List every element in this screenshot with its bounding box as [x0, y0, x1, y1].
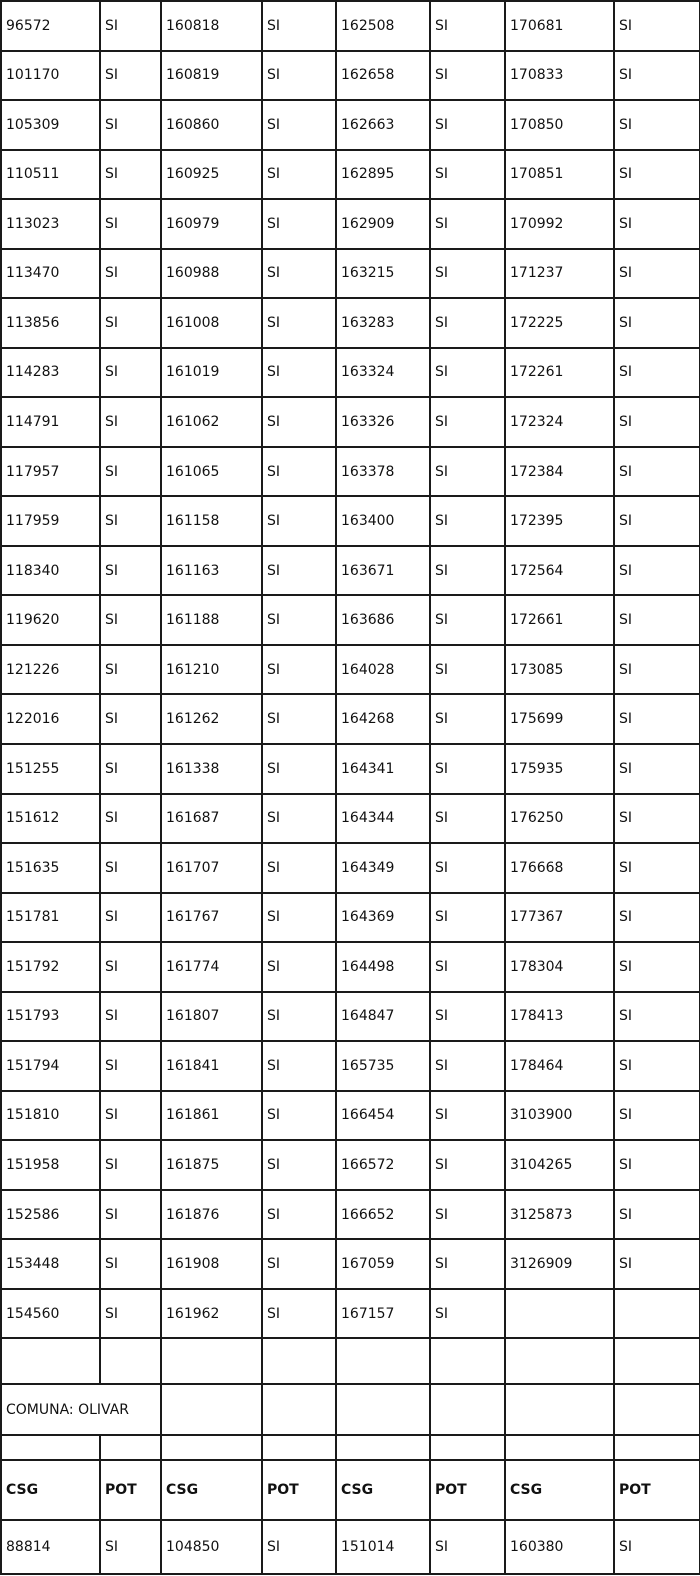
- pot-cell: SI: [262, 1140, 336, 1190]
- csg-cell: 178413: [505, 992, 614, 1042]
- csg-cell: 178464: [505, 1041, 614, 1091]
- pot-cell: SI: [100, 496, 161, 546]
- pot-cell: SI: [614, 150, 700, 200]
- csg-cell: 170681: [505, 1, 614, 51]
- pot-cell: SI: [614, 1140, 700, 1190]
- csg-cell: 175935: [505, 744, 614, 794]
- table-row: [1, 249, 700, 299]
- table-row: [1, 1239, 700, 1289]
- pot-cell: SI: [262, 249, 336, 299]
- csg-cell: 166652: [336, 1190, 430, 1240]
- csg-cell: 121226: [1, 645, 100, 695]
- csg-cell: 161908: [161, 1239, 262, 1289]
- pot-cell: SI: [430, 1041, 505, 1091]
- pot-cell: SI: [614, 1091, 700, 1141]
- pot-cell: SI: [430, 1140, 505, 1190]
- comuna-label: COMUNA: OLIVAR: [1, 1384, 161, 1436]
- column-header: POT: [614, 1460, 700, 1520]
- pot-cell: SI: [100, 1, 161, 51]
- csg-cell: 176250: [505, 794, 614, 844]
- csg-cell: 117957: [1, 447, 100, 497]
- empty-cell: [430, 1384, 505, 1436]
- csg-cell: 161807: [161, 992, 262, 1042]
- pot-cell: SI: [262, 694, 336, 744]
- empty-cell: [262, 1384, 336, 1436]
- pot-cell: [614, 1289, 700, 1339]
- pot-cell: SI: [262, 744, 336, 794]
- pot-cell: SI: [430, 1, 505, 51]
- csg-cell: 161163: [161, 546, 262, 596]
- pot-cell: SI: [100, 843, 161, 893]
- empty-cell: [505, 1338, 614, 1383]
- pot-cell: SI: [430, 546, 505, 596]
- pot-cell: SI: [100, 645, 161, 695]
- pot-cell: SI: [614, 249, 700, 299]
- pot-cell: SI: [614, 397, 700, 447]
- empty-cell: [336, 1384, 430, 1436]
- csg-cell: 151794: [1, 1041, 100, 1091]
- csg-cell: 162663: [336, 100, 430, 150]
- pot-cell: SI: [430, 1091, 505, 1141]
- empty-cell: [614, 1384, 700, 1436]
- table-row: [1, 199, 700, 249]
- csg-cell: 154560: [1, 1289, 100, 1339]
- pot-cell: SI: [430, 298, 505, 348]
- csg-cell: 161008: [161, 298, 262, 348]
- empty-cell: [100, 1435, 161, 1460]
- csg-cell: 160925: [161, 150, 262, 200]
- csg-cell: 163378: [336, 447, 430, 497]
- csg-cell: 151781: [1, 893, 100, 943]
- csg-cell: 172384: [505, 447, 614, 497]
- csg-cell: 164498: [336, 942, 430, 992]
- pot-cell: SI: [100, 942, 161, 992]
- csg-cell: 161841: [161, 1041, 262, 1091]
- csg-cell: 177367: [505, 893, 614, 943]
- csg-cell: 170992: [505, 199, 614, 249]
- pot-cell: SI: [262, 1041, 336, 1091]
- empty-cell: [614, 1338, 700, 1383]
- pot-cell: SI: [262, 199, 336, 249]
- comuna-row: [1, 1384, 700, 1436]
- csg-cell: 178304: [505, 942, 614, 992]
- csg-cell: 122016: [1, 694, 100, 744]
- csg-cell: 88814: [1, 1520, 100, 1574]
- empty-cell: [161, 1338, 262, 1383]
- pot-cell: SI: [614, 1520, 700, 1574]
- csg-cell: 164268: [336, 694, 430, 744]
- table-row: [1, 893, 700, 943]
- table-row: [1, 546, 700, 596]
- pot-cell: SI: [614, 992, 700, 1042]
- pot-cell: SI: [100, 744, 161, 794]
- pot-cell: SI: [614, 1190, 700, 1240]
- empty-cell: [161, 1435, 262, 1460]
- csg-cell: 3125873: [505, 1190, 614, 1240]
- csg-cell: 170851: [505, 150, 614, 200]
- table-row: [1, 744, 700, 794]
- table-row: [1, 694, 700, 744]
- csg-cell: 171237: [505, 249, 614, 299]
- pot-cell: SI: [100, 1239, 161, 1289]
- pot-cell: SI: [430, 595, 505, 645]
- csg-cell: 113023: [1, 199, 100, 249]
- pot-cell: SI: [430, 100, 505, 150]
- pot-cell: SI: [100, 1520, 161, 1574]
- csg-cell: 162658: [336, 51, 430, 101]
- pot-cell: SI: [430, 942, 505, 992]
- pot-cell: SI: [430, 397, 505, 447]
- pot-cell: SI: [100, 1140, 161, 1190]
- table-row: [1, 645, 700, 695]
- csg-cell: 119620: [1, 595, 100, 645]
- pot-cell: SI: [100, 1289, 161, 1339]
- pot-cell: SI: [614, 298, 700, 348]
- csg-cell: 163400: [336, 496, 430, 546]
- csg-cell: 161707: [161, 843, 262, 893]
- empty-cell: [505, 1384, 614, 1436]
- pot-cell: SI: [614, 595, 700, 645]
- csg-cell: 153448: [1, 1239, 100, 1289]
- pot-cell: SI: [430, 51, 505, 101]
- csg-cell: 172324: [505, 397, 614, 447]
- csg-cell: 151255: [1, 744, 100, 794]
- pot-cell: SI: [100, 397, 161, 447]
- column-header: CSG: [336, 1460, 430, 1520]
- csg-cell: 161861: [161, 1091, 262, 1141]
- pot-cell: SI: [262, 150, 336, 200]
- pot-cell: SI: [262, 100, 336, 150]
- column-header: POT: [430, 1460, 505, 1520]
- csg-cell: 164349: [336, 843, 430, 893]
- table-row: [1, 496, 700, 546]
- table-row: [1, 100, 700, 150]
- pot-cell: SI: [430, 447, 505, 497]
- pot-cell: SI: [614, 1041, 700, 1091]
- empty-cell: [336, 1338, 430, 1383]
- csg-cell: 166572: [336, 1140, 430, 1190]
- pot-cell: SI: [430, 150, 505, 200]
- csg-cell: 151810: [1, 1091, 100, 1141]
- pot-cell: SI: [430, 1520, 505, 1574]
- pot-cell: SI: [614, 100, 700, 150]
- table-row: [1, 348, 700, 398]
- pot-cell: SI: [100, 893, 161, 943]
- pot-cell: SI: [100, 150, 161, 200]
- pot-cell: SI: [100, 298, 161, 348]
- pot-cell: SI: [430, 1289, 505, 1339]
- pot-cell: SI: [614, 843, 700, 893]
- pot-cell: SI: [100, 199, 161, 249]
- pot-cell: SI: [614, 645, 700, 695]
- pot-cell: SI: [262, 298, 336, 348]
- empty-cell: [1, 1338, 100, 1383]
- table-row: [1, 595, 700, 645]
- csg-cell: 166454: [336, 1091, 430, 1141]
- pot-cell: SI: [100, 595, 161, 645]
- csg-cell: 3104265: [505, 1140, 614, 1190]
- pot-cell: SI: [430, 496, 505, 546]
- csg-cell: 173085: [505, 645, 614, 695]
- csg-cell: 110511: [1, 150, 100, 200]
- pot-cell: SI: [614, 447, 700, 497]
- csg-cell: 3126909: [505, 1239, 614, 1289]
- table-row: [1, 794, 700, 844]
- pot-cell: SI: [262, 794, 336, 844]
- table-row: [1, 51, 700, 101]
- csg-cell: 161774: [161, 942, 262, 992]
- csg-cell: 113856: [1, 298, 100, 348]
- pot-cell: SI: [614, 348, 700, 398]
- csg-cell: 151958: [1, 1140, 100, 1190]
- column-header: CSG: [161, 1460, 262, 1520]
- pot-cell: SI: [614, 942, 700, 992]
- pot-cell: SI: [430, 893, 505, 943]
- csg-cell: 161062: [161, 397, 262, 447]
- csg-cell: 170833: [505, 51, 614, 101]
- table-row: [1, 298, 700, 348]
- empty-cell: [430, 1435, 505, 1460]
- csg-cell: 160979: [161, 199, 262, 249]
- empty-cell: [430, 1338, 505, 1383]
- pot-cell: SI: [262, 1520, 336, 1574]
- pot-cell: SI: [614, 694, 700, 744]
- pot-cell: SI: [262, 893, 336, 943]
- pot-cell: SI: [262, 843, 336, 893]
- csg-cell: 161262: [161, 694, 262, 744]
- pot-cell: SI: [262, 496, 336, 546]
- empty-cell: [262, 1435, 336, 1460]
- pot-cell: SI: [430, 744, 505, 794]
- csg-cell: 164344: [336, 794, 430, 844]
- csg-cell: 161876: [161, 1190, 262, 1240]
- pot-cell: SI: [614, 1, 700, 51]
- table-row: [1, 843, 700, 893]
- pot-cell: SI: [614, 1239, 700, 1289]
- table-row: [1, 447, 700, 497]
- csg-cell: 167157: [336, 1289, 430, 1339]
- csg-cell: 164341: [336, 744, 430, 794]
- csg-cell: 161019: [161, 348, 262, 398]
- csg-cell: 162895: [336, 150, 430, 200]
- csg-cell: 161338: [161, 744, 262, 794]
- pot-cell: SI: [430, 694, 505, 744]
- pot-cell: SI: [614, 744, 700, 794]
- pot-cell: SI: [262, 942, 336, 992]
- pot-cell: SI: [262, 51, 336, 101]
- csg-cell: 114791: [1, 397, 100, 447]
- table-row: [1, 992, 700, 1042]
- pot-cell: SI: [262, 546, 336, 596]
- csg-cell: 163283: [336, 298, 430, 348]
- csg-cell: 118340: [1, 546, 100, 596]
- pot-cell: SI: [100, 1190, 161, 1240]
- csg-cell: 117959: [1, 496, 100, 546]
- pot-cell: SI: [100, 794, 161, 844]
- pot-cell: SI: [100, 546, 161, 596]
- table-row: [1, 1041, 700, 1091]
- column-header: POT: [262, 1460, 336, 1520]
- pot-cell: SI: [262, 595, 336, 645]
- csg-cell: 161065: [161, 447, 262, 497]
- csg-cell: 152586: [1, 1190, 100, 1240]
- csg-cell: 151792: [1, 942, 100, 992]
- pot-cell: SI: [614, 496, 700, 546]
- table-row: [1, 1190, 700, 1240]
- csg-cell: 167059: [336, 1239, 430, 1289]
- pot-cell: SI: [262, 992, 336, 1042]
- csg-cell: 151635: [1, 843, 100, 893]
- pot-cell: SI: [100, 1041, 161, 1091]
- column-header: CSG: [505, 1460, 614, 1520]
- pot-cell: SI: [430, 249, 505, 299]
- pot-cell: SI: [614, 794, 700, 844]
- table-row: [1, 1520, 700, 1574]
- empty-cell: [1, 1435, 100, 1460]
- empty-cell: [100, 1338, 161, 1383]
- csg-cell: 163686: [336, 595, 430, 645]
- csg-cell: 160860: [161, 100, 262, 150]
- csg-cell: 163324: [336, 348, 430, 398]
- csg-cell: 3103900: [505, 1091, 614, 1141]
- pot-cell: SI: [100, 249, 161, 299]
- pot-cell: SI: [262, 1289, 336, 1339]
- csg-cell: 164847: [336, 992, 430, 1042]
- table-row: [1, 1, 700, 51]
- column-header: CSG: [1, 1460, 100, 1520]
- csg-cell: 160819: [161, 51, 262, 101]
- pot-cell: SI: [430, 1190, 505, 1240]
- table-row: [1, 150, 700, 200]
- csg-cell: 163215: [336, 249, 430, 299]
- csg-cell: 105309: [1, 100, 100, 150]
- table-row: [1, 942, 700, 992]
- csg-cell: 164028: [336, 645, 430, 695]
- pot-cell: SI: [614, 199, 700, 249]
- pot-cell: SI: [430, 992, 505, 1042]
- csg-cell: 162508: [336, 1, 430, 51]
- pot-cell: SI: [100, 447, 161, 497]
- pot-cell: SI: [262, 348, 336, 398]
- blank-row: [1, 1435, 700, 1460]
- csg-cell: 176668: [505, 843, 614, 893]
- empty-cell: [161, 1384, 262, 1436]
- pot-cell: SI: [614, 51, 700, 101]
- csg-cell: 162909: [336, 199, 430, 249]
- pot-cell: SI: [614, 893, 700, 943]
- table-row: [1, 397, 700, 447]
- csg-cell: 114283: [1, 348, 100, 398]
- pot-cell: SI: [430, 645, 505, 695]
- pot-cell: SI: [430, 843, 505, 893]
- pot-cell: SI: [614, 546, 700, 596]
- pot-cell: SI: [100, 1091, 161, 1141]
- table-row: [1, 1289, 700, 1339]
- empty-cell: [336, 1435, 430, 1460]
- pot-cell: SI: [100, 348, 161, 398]
- pot-cell: SI: [262, 1, 336, 51]
- csg-cell: 160818: [161, 1, 262, 51]
- pot-cell: SI: [262, 1190, 336, 1240]
- csg-cell: 172661: [505, 595, 614, 645]
- csg-cell: 104850: [161, 1520, 262, 1574]
- pot-cell: SI: [100, 100, 161, 150]
- csg-cell: 172261: [505, 348, 614, 398]
- pot-cell: SI: [262, 397, 336, 447]
- csg-cell: 151014: [336, 1520, 430, 1574]
- csg-cell: 163671: [336, 546, 430, 596]
- pot-cell: SI: [430, 348, 505, 398]
- blank-row: [1, 1338, 700, 1383]
- csg-cell: 164369: [336, 893, 430, 943]
- csg-cell: 160988: [161, 249, 262, 299]
- csg-cell: 172225: [505, 298, 614, 348]
- table-row: [1, 1091, 700, 1141]
- csg-cell: 170850: [505, 100, 614, 150]
- csg-cell: 161210: [161, 645, 262, 695]
- pot-cell: SI: [100, 992, 161, 1042]
- csg-cell: 175699: [505, 694, 614, 744]
- csg-cell: 151612: [1, 794, 100, 844]
- pot-cell: SI: [100, 51, 161, 101]
- column-header: POT: [100, 1460, 161, 1520]
- csg-cell: 151793: [1, 992, 100, 1042]
- csg-cell: 161158: [161, 496, 262, 546]
- header-row: [1, 1460, 700, 1520]
- table-row: [1, 1140, 700, 1190]
- csg-cell: 165735: [336, 1041, 430, 1091]
- pot-cell: SI: [262, 645, 336, 695]
- csg-cell: 172395: [505, 496, 614, 546]
- pot-cell: SI: [262, 1091, 336, 1141]
- csg-cell: 161687: [161, 794, 262, 844]
- pot-cell: SI: [430, 794, 505, 844]
- csg-cell: 161875: [161, 1140, 262, 1190]
- csg-cell: 96572: [1, 1, 100, 51]
- empty-cell: [505, 1435, 614, 1460]
- csg-cell: 161767: [161, 893, 262, 943]
- csg-cell: 161188: [161, 595, 262, 645]
- pot-cell: SI: [430, 199, 505, 249]
- empty-cell: [614, 1435, 700, 1460]
- pot-cell: SI: [100, 694, 161, 744]
- csg-cell: [505, 1289, 614, 1339]
- csg-cell: 161962: [161, 1289, 262, 1339]
- csg-cell: 113470: [1, 249, 100, 299]
- pot-cell: SI: [262, 447, 336, 497]
- csg-cell: 172564: [505, 546, 614, 596]
- pot-cell: SI: [262, 1239, 336, 1289]
- csg-cell: 101170: [1, 51, 100, 101]
- empty-cell: [262, 1338, 336, 1383]
- csg-cell: 163326: [336, 397, 430, 447]
- csg-cell: 160380: [505, 1520, 614, 1574]
- pot-cell: SI: [430, 1239, 505, 1289]
